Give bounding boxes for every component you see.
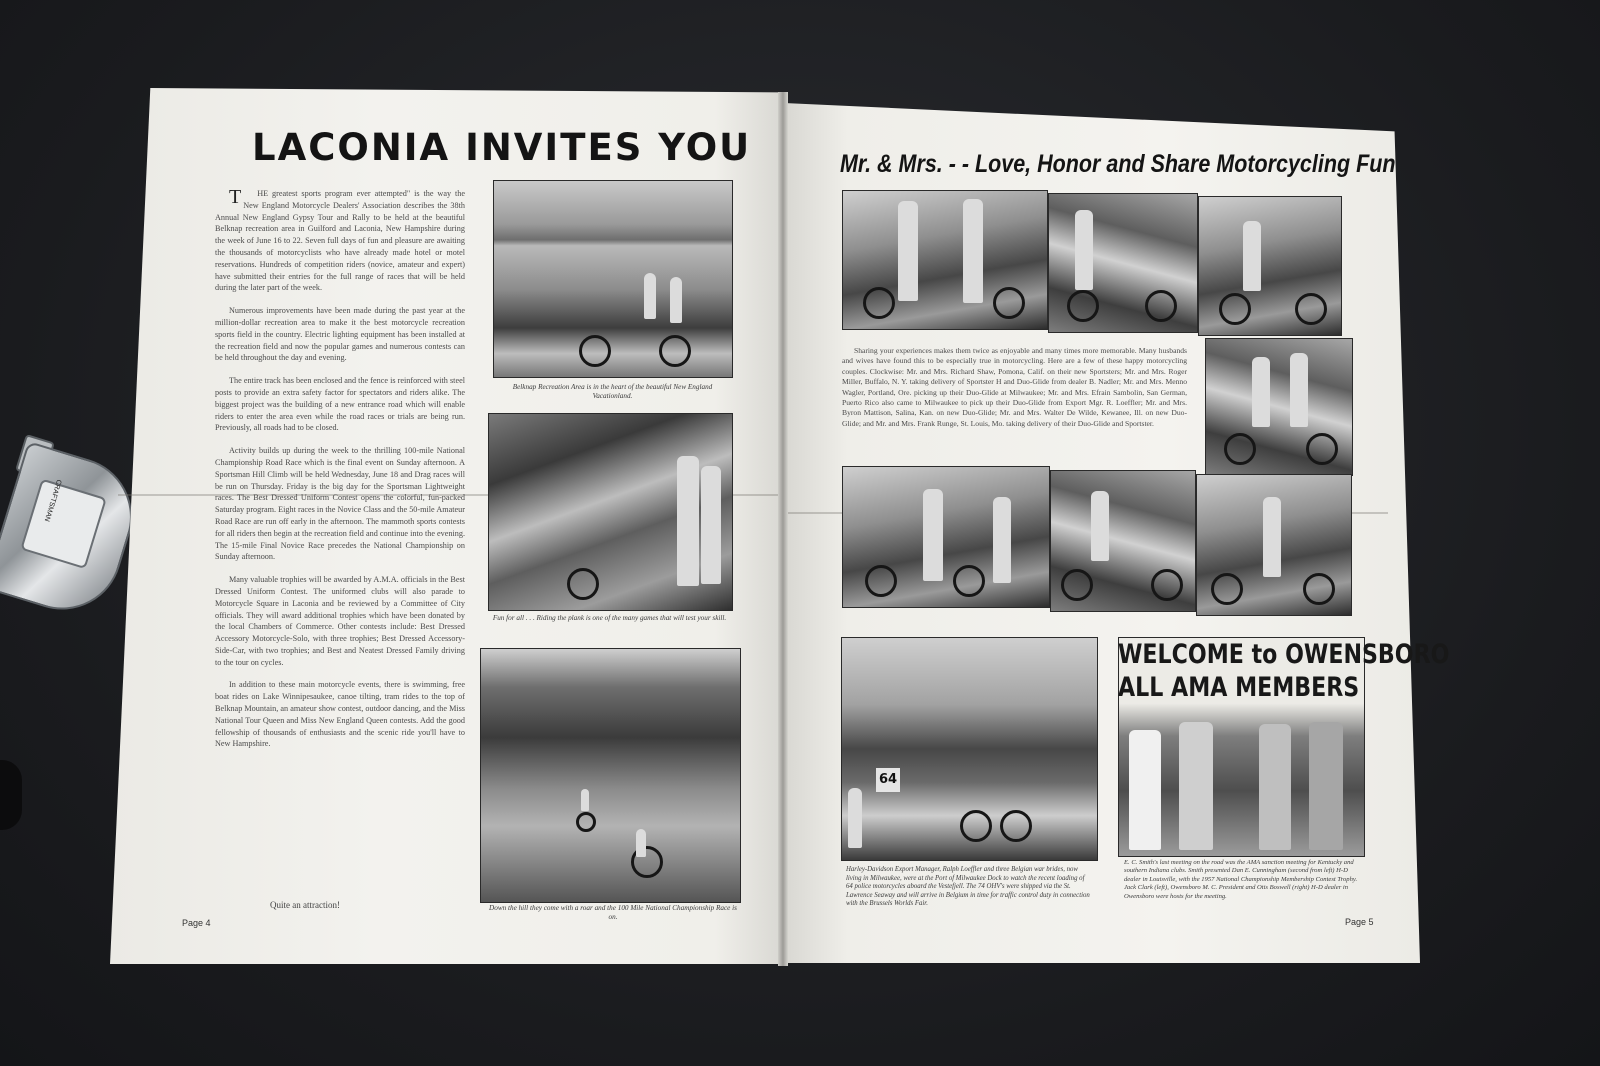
caption-plank: Fun for all . . . Riding the plank is one of the many games that will test your skill. xyxy=(492,614,727,622)
tape-brand: CRAFTSMAN xyxy=(42,478,63,523)
photo-couple-runge xyxy=(1196,474,1352,616)
caption-belknap: Belknap Recreation Area is in the heart of the beautiful New England Vacationland. xyxy=(512,383,713,400)
drop-cap: T xyxy=(229,186,242,208)
left-page-title: LACONIA INVITES YOU xyxy=(252,126,752,169)
couples-text: Sharing your experiences makes them twice as enjoyable and many times more memorable. Many husbands and wives have found this to be especially true in motorcycling. Here are a few of these happy motorcycling couples. Clockwise: Mr. and Mrs. Richard Shaw, Pomona, Calif. on their new Sportsters; Mr. and Mrs. Roger Miller, Buffalo, N. Y. taking delivery of Sportster H and Duo-Glide from dealer B. Nadler; Mr. and Mrs. Menno Wagler, Portland, Ore. picking up their Duo-Glide at Milwaukee; Mr. and Mrs. Efrain Sambolin, San German, Puerto Rico also came to Milwaukee to pick up their Duo-Glide from Export Mgr. R. Loeffler; Mr. and Mrs. Byron Mattison, Salina, Kan. on new Duo-Glide; Mr. and Mrs. Walter De Wilde, Kewanee, Ill. on new Duo-Glide; and Mr. and Mrs. Frank Runge, St. Louis, Mo. taking delivery of their Duo-Glide and Sportster. xyxy=(842,346,1187,428)
right-page-title: Mr. & Mrs. - - Love, Honor and Share Motorcycling Fun xyxy=(840,150,1396,178)
article-paragraph: Many valuable trophies will be awarded by A.M.A. officials in the Best Dressed Uniform Contest. The uniformed clubs will also parade to Motorcycle Square in Laconia and be reviewed by a Committee of City officials. They will award additional trophies which have been donated by the local Chambers of Commerce. Other contests include: Best Dressed Accessory Motorcycle-Solo, with three trophies; Best Dressed Accessory-Side-Car, with two trophies; and Best and Neatest Dressed Family driving to the tour on cycles. xyxy=(215,575,465,667)
article-paragraph: In addition to these main motorcycle events, there is swimming, free boat rides on Lake Winnipesaukee, canoe tilting, tram rides to the top of Belknap Mountain, an amateur show contest, outdoor dancing, and the Miss National Tour Queen and Miss New England Queen contests. Add the good fellowship of thousands of enthusiasts and the scenic ride you'll have to New Hampshire. xyxy=(215,680,465,749)
article-text xyxy=(215,188,465,761)
photo-belknap-lake xyxy=(493,180,733,378)
photo-hill-race xyxy=(480,648,741,903)
photo-couple-miller xyxy=(1048,193,1198,333)
dark-object xyxy=(0,760,22,830)
photo-couple-wagler xyxy=(1198,196,1342,336)
photo-couple-dewilde xyxy=(1050,470,1196,612)
photo-ship-loading xyxy=(841,637,1098,861)
magazine-spine xyxy=(778,92,788,966)
article-closing: Quite an attraction! xyxy=(270,900,340,910)
photo-couple-shaw xyxy=(842,190,1048,330)
welcome-line-1: WELCOME to OWENSBORO xyxy=(1118,639,1450,670)
article-paragraph: HE greatest sports program ever attempted" is the way the New England Motorcycle Dealers' Association describes the 38th Annual New England Gypsy Tour and Rally to be held at the beautiful Belknap recreation area in Guilford and Laconia, New Hampshire during the week of June 16 to 22. Seven full days of fun and pleasure are awaiting the thousands of motorcyclists who have already made hotel or motel reservations. Hundreds of competition riders (novice, amateur and expert) have submitted their entries for the full range of races that will be held during the later part of the week. xyxy=(215,189,465,293)
photo-couple-mattison xyxy=(842,466,1050,608)
welcome-sign xyxy=(1118,639,1450,703)
photo-riding-plank xyxy=(488,413,733,611)
caption-welcome: E. C. Smith's last meeting on the road was the AMA sanction meeting for Kentucky and southern Indiana clubs. Smith presented Dan E. Cunningham (second from left) H-D dealer in Louisville, with the 1957 National Championship Membership Contest Trophy. Jack Clark (left), Owensboro M. C. President and Otis Boswell (right) H-D dealer in Owensboro were hosts for the meeting. xyxy=(1124,859,1358,900)
page-number-left: Page 4 xyxy=(182,918,211,928)
welcome-line-2: ALL AMA MEMBERS xyxy=(1118,672,1360,703)
article-paragraph: Activity builds up during the week to the thrilling 100-mile National Championship Road Race which is the final event on Sunday afternoon. A Sportsman Hill Climb will be held Wednesday, June 18 and Drag races will be run on Thursday. Friday is the big day for the Sportsman Lightweight races. The Best Dressed Uniform Contest opens the colorful, fun-packed Saturday program. Eight races in the Novice Class and the 50-mile Amateur Road Race are run off early in the afternoon. The mammoth sports contests for all riders then begin at the recreation field and continue into the evening. The 15-mile Final Novice Race precedes the National Championship on Sunday afternoon. xyxy=(215,446,465,562)
board-64: 64 xyxy=(876,768,900,792)
article-paragraph: Numerous improvements have been made during the past year at the million-dollar recreation area to make it the best motorcycle recreation sports field in the country. Electric lighting equipment has been installed at the recreation field and now the popular games and numerous contests can be held throughout the day and evening. xyxy=(215,306,465,363)
photo-couple-sambolin xyxy=(1205,338,1353,476)
page-number-right: Page 5 xyxy=(1345,917,1374,927)
article-paragraph: The entire track has been enclosed and the fence is reinforced with steel posts to provide an extra safety factor for spectators and riders alike. The biggest project was the building of a new entrance road which will enable riders to enter the area even while the road races or trials are being run. Previously, all roads had to be closed. xyxy=(215,376,465,433)
caption-ship: Harley-Davidson Export Manager, Ralph Loeffler and three Belgian war brides, now living in Milwaukee, were at the Port of Milwaukee Dock to watch the recent loading of 64 police motorcycles aboard the Vestefjell. The 74 OHV's were shipped via the St. Lawrence Seaway and will arrive in Belgium in time for traffic control duty in connection with the Brussels Worlds Fair. xyxy=(846,866,1090,908)
caption-hill-race: Down the hill they come with a roar and the 100 Mile National Championship Race is on. xyxy=(489,904,737,921)
